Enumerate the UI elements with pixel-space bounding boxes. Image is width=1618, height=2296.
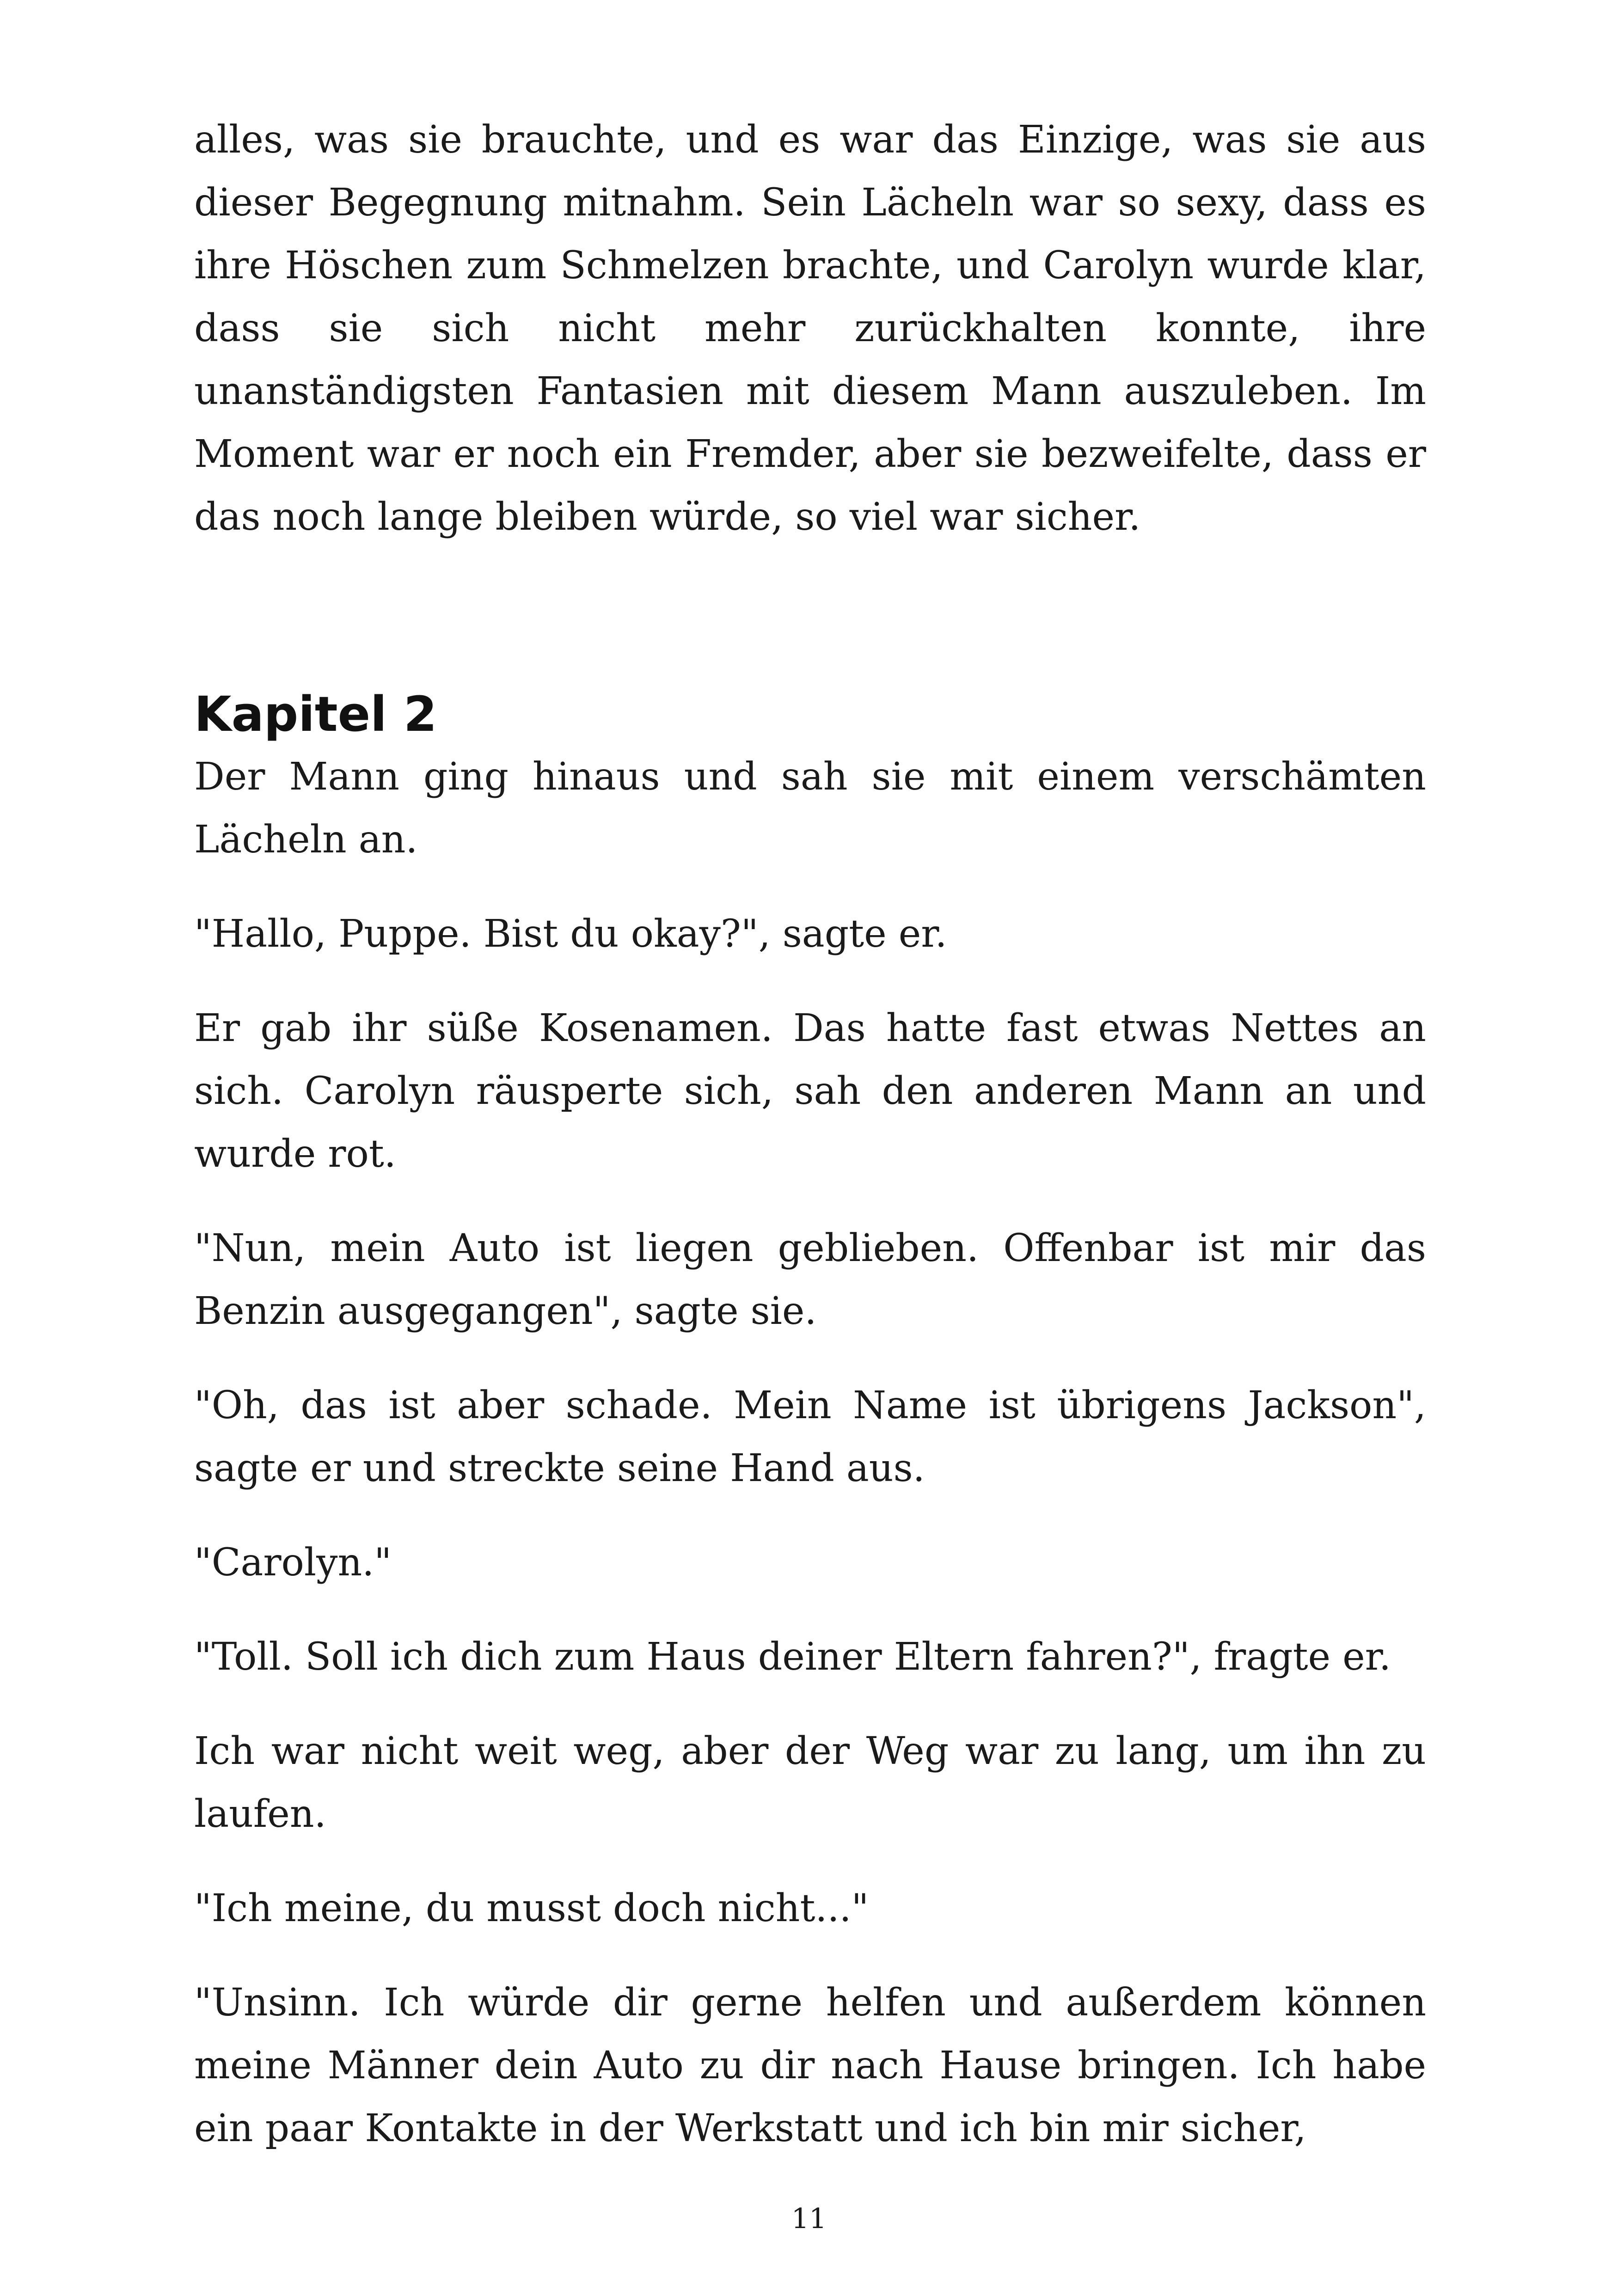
paragraph: "Carolyn." (194, 1541, 392, 1585)
paragraph: Ich war nicht weit weg, aber der Weg war zu lang, um ihn zu laufen. (194, 1729, 1426, 1836)
paragraph: "Ich meine, du musst doch nicht..." (194, 1886, 869, 1930)
paragraph: "Oh, das ist aber schade. Mein Name ist übrigens Jackson", sagte er und streckte seine Hand aus. (194, 1384, 1426, 1490)
page-number: 11 (791, 2203, 827, 2235)
chapter-title: Kapitel 2 (194, 686, 437, 742)
paragraph: "Hallo, Puppe. Bist du okay?", sagte er. (194, 912, 947, 956)
paragraph: "Nun, mein Auto ist liegen geblieben. Offenbar ist mir das Benzin ausgegangen", sagte sie. (194, 1226, 1426, 1333)
book-page (194, 109, 1426, 2192)
paragraph: "Unsinn. Ich würde dir gerne helfen und außerdem können meine Männer dein Auto zu dir nach Hause bringen. Ich habe ein paar Kontakte in der Werkstatt und ich bin mir sicher, (194, 1981, 1426, 2150)
paragraph: Er gab ihr süße Kosenamen. Das hatte fast etwas Nettes an sich. Carolyn räusperte sich, sah den anderen Mann an und wurde rot. (194, 1006, 1426, 1176)
opening-paragraph: alles, was sie brauchte, und es war das Einzige, was sie aus dieser Begegnung mitnahm. Sein Lächeln war so sexy, dass es ihre Höschen zum Schmelzen brachte, und Carolyn wurde klar, dass sie sich nicht mehr zurückhalten konnte, ihre unanständigsten Fantasien mit diesem Mann auszuleben. Im Moment war er noch ein Fremder, aber sie bezweifelte, dass er das noch lange bleiben würde, so viel war sicher. (194, 118, 1426, 539)
paragraph: "Toll. Soll ich dich zum Haus deiner Eltern fahren?", fragte er. (194, 1635, 1391, 1679)
paragraph: Der Mann ging hinaus und sah sie mit einem verschämten Lächeln an. (194, 755, 1426, 862)
